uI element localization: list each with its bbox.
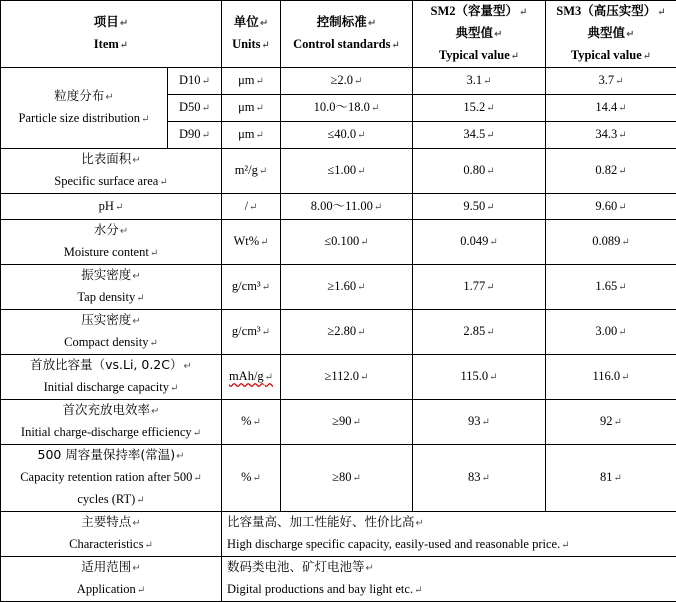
paragraph-mark: ↵ — [132, 316, 140, 327]
property-label-zh: 500 周容量保持率(常温)↵ — [3, 445, 219, 467]
paragraph-mark: ↵ — [202, 130, 210, 141]
property-label-en: Tap density↵ — [3, 287, 219, 309]
standard-cell: 10.0～18.0↵ — [281, 95, 413, 122]
property-label-zh: 首放比容量（vs.Li, 0.2C）↵ — [3, 355, 219, 377]
header-units — [222, 1, 281, 68]
row-capacity-retention — [1, 445, 676, 512]
paragraph-mark: ↵ — [141, 114, 149, 125]
row-ph — [1, 194, 676, 220]
paragraph-mark: ↵ — [494, 29, 502, 40]
paragraph-mark: ↵ — [202, 103, 210, 114]
header-sm2 — [413, 1, 546, 68]
paragraph-mark: ↵ — [352, 417, 360, 428]
paragraph-mark: ↵ — [618, 130, 626, 141]
property-label-en: Application↵ — [3, 579, 219, 601]
header-item-en: Item↵ — [3, 34, 219, 56]
sm2-cell: 0.80↵ — [413, 149, 546, 194]
paragraph-mark: ↵ — [132, 518, 140, 529]
sm2-cell: 83↵ — [413, 445, 546, 512]
unit-cell: Wt%↵ — [222, 220, 281, 265]
header-units-zh: 单位↵ — [224, 12, 278, 34]
paragraph-mark: ↵ — [618, 282, 626, 293]
header-sm2-title: SM2（容量型）↵ — [415, 1, 543, 23]
property-label-en: Compact density↵ — [3, 332, 219, 354]
property-label-en: Capacity retention ration after 500↵ — [3, 467, 219, 489]
paragraph-mark: ↵ — [132, 563, 140, 574]
psd-label — [1, 68, 168, 149]
paragraph-mark: ↵ — [136, 495, 144, 506]
standard-cell: ≥90↵ — [281, 400, 413, 445]
paragraph-mark: ↵ — [354, 76, 362, 87]
row-initial-discharge-capacity — [1, 355, 676, 400]
property-label-zh: 首次充放电效率↵ — [3, 400, 219, 422]
paragraph-mark: ↵ — [262, 282, 270, 293]
property-label — [1, 310, 222, 355]
paragraph-mark: ↵ — [614, 417, 622, 428]
paragraph-mark: ↵ — [262, 40, 270, 51]
characteristics-value — [222, 512, 676, 557]
paragraph-mark: ↵ — [371, 103, 379, 114]
paragraph-mark: ↵ — [483, 76, 491, 87]
paragraph-mark: ↵ — [357, 166, 365, 177]
psd-sub: D50↵ — [168, 95, 222, 122]
sm2-cell: 93↵ — [413, 400, 546, 445]
row-specific-surface-area — [1, 149, 676, 194]
header-item-zh: 项目↵ — [3, 12, 219, 34]
paragraph-mark: ↵ — [615, 76, 623, 87]
sm3-cell: 34.3↵ — [546, 122, 676, 149]
sm3-cell: 9.60↵ — [546, 194, 676, 220]
unit-cell: %↵ — [222, 445, 281, 512]
paragraph-mark: ↵ — [414, 585, 422, 596]
sm3-cell: 116.0↵ — [546, 355, 676, 400]
paragraph-mark: ↵ — [486, 103, 494, 114]
psd-sub: D90↵ — [168, 122, 222, 149]
property-label — [1, 557, 222, 602]
paragraph-mark: ↵ — [136, 293, 144, 304]
characteristics-value-en: High discharge specific capacity, easily-used and reasonable price.↵ — [227, 534, 674, 556]
row-initial-efficiency — [1, 400, 676, 445]
paragraph-mark: ↵ — [357, 130, 365, 141]
header-sm3-typical-zh: 典型值↵ — [548, 23, 674, 45]
row-application — [1, 557, 676, 602]
property-label-en: Specific surface area↵ — [3, 171, 219, 193]
property-label-en: pH↵ — [99, 199, 124, 213]
sm2-cell: 1.77↵ — [413, 265, 546, 310]
property-label — [1, 445, 222, 512]
characteristics-value-zh: 比容量高、加工性能好、性价比高↵ — [227, 512, 674, 534]
paragraph-mark: ↵ — [486, 282, 494, 293]
sm3-cell: 0.82↵ — [546, 149, 676, 194]
property-label-zh: 比表面积↵ — [3, 149, 219, 171]
property-label — [1, 512, 222, 557]
paragraph-mark: ↵ — [132, 155, 140, 166]
property-label-en: Moisture content↵ — [3, 242, 219, 264]
paragraph-mark: ↵ — [260, 18, 268, 29]
header-row — [1, 1, 676, 68]
paragraph-mark: ↵ — [618, 166, 626, 177]
paragraph-mark: ↵ — [105, 92, 113, 103]
paragraph-mark: ↵ — [489, 372, 497, 383]
paragraph-mark: ↵ — [176, 451, 184, 462]
paragraph-mark: ↵ — [360, 237, 368, 248]
paragraph-mark: ↵ — [132, 271, 140, 282]
property-label-en-cont: cycles (RT)↵ — [3, 489, 219, 511]
paragraph-mark: ↵ — [486, 202, 494, 213]
row-characteristics — [1, 512, 676, 557]
paragraph-mark: ↵ — [486, 130, 494, 141]
sm3-cell: 92↵ — [546, 400, 676, 445]
paragraph-mark: ↵ — [193, 473, 201, 484]
psd-sub: D10↵ — [168, 68, 222, 95]
application-value-zh: 数码类电池、矿灯电池等↵ — [227, 557, 674, 579]
property-label-en: Characteristics↵ — [3, 534, 219, 556]
paragraph-mark: ↵ — [262, 327, 270, 338]
unit-cell: μm↵ — [222, 95, 281, 122]
paragraph-mark: ↵ — [614, 473, 622, 484]
standard-cell: ≥112.0↵ — [281, 355, 413, 400]
application-value-en: Digital productions and bay light etc.↵ — [227, 579, 674, 601]
property-label-zh: 适用范围↵ — [3, 557, 219, 579]
paragraph-mark: ↵ — [137, 585, 145, 596]
paragraph-mark: ↵ — [657, 7, 665, 18]
unit-cell: /↵ — [222, 194, 281, 220]
property-label — [1, 149, 222, 194]
paragraph-mark: ↵ — [256, 130, 264, 141]
standard-cell: ≥1.60↵ — [281, 265, 413, 310]
property-label-en: Initial discharge capacity↵ — [3, 377, 219, 399]
sm2-cell: 2.85↵ — [413, 310, 546, 355]
unit-text: mAh/g↵ — [229, 369, 273, 383]
application-value — [222, 557, 676, 602]
header-standard-zh: 控制标准↵ — [283, 12, 410, 34]
sm2-cell: 0.049↵ — [413, 220, 546, 265]
paragraph-mark: ↵ — [486, 327, 494, 338]
property-label-zh: 水分↵ — [3, 220, 219, 242]
unit-cell: g/cm³↵ — [222, 265, 281, 310]
header-sm2-typical-en: Typical value↵ — [415, 45, 543, 67]
paragraph-mark: ↵ — [357, 282, 365, 293]
header-sm3-typical-en: Typical value↵ — [548, 45, 674, 67]
row-tap-density — [1, 265, 676, 310]
property-label — [1, 355, 222, 400]
paragraph-mark: ↵ — [482, 417, 490, 428]
standard-cell: 8.00～11.00↵ — [281, 194, 413, 220]
unit-cell: μm↵ — [222, 68, 281, 95]
paragraph-mark: ↵ — [149, 338, 157, 349]
paragraph-mark: ↵ — [265, 372, 273, 383]
paragraph-mark: ↵ — [202, 76, 210, 87]
paragraph-mark: ↵ — [366, 563, 374, 574]
standard-cell: ≤1.00↵ — [281, 149, 413, 194]
paragraph-mark: ↵ — [643, 51, 651, 62]
property-label — [1, 265, 222, 310]
standard-cell: ≥2.0↵ — [281, 68, 413, 95]
property-label-zh: 主要特点↵ — [3, 512, 219, 534]
paragraph-mark: ↵ — [489, 237, 497, 248]
paragraph-mark: ↵ — [253, 417, 261, 428]
paragraph-mark: ↵ — [486, 166, 494, 177]
paragraph-mark: ↵ — [416, 518, 424, 529]
paragraph-mark: ↵ — [561, 540, 569, 551]
unit-cell: %↵ — [222, 400, 281, 445]
paragraph-mark: ↵ — [368, 18, 376, 29]
sm2-cell: 15.2↵ — [413, 95, 546, 122]
row-compact-density — [1, 310, 676, 355]
paragraph-mark: ↵ — [144, 540, 152, 551]
paragraph-mark: ↵ — [260, 237, 268, 248]
standard-cell: ≥2.80↵ — [281, 310, 413, 355]
sm2-cell: 34.5↵ — [413, 122, 546, 149]
paragraph-mark: ↵ — [621, 237, 629, 248]
paragraph-mark: ↵ — [170, 383, 178, 394]
paragraph-mark: ↵ — [391, 40, 399, 51]
sm3-cell: 1.65↵ — [546, 265, 676, 310]
paragraph-mark: ↵ — [511, 51, 519, 62]
paragraph-mark: ↵ — [159, 177, 167, 188]
sm2-cell: 3.1↵ — [413, 68, 546, 95]
header-item — [1, 1, 222, 68]
paragraph-mark: ↵ — [151, 406, 159, 417]
property-label — [1, 220, 222, 265]
standard-cell: ≥80↵ — [281, 445, 413, 512]
header-sm2-typical-zh: 典型值↵ — [415, 23, 543, 45]
sm3-cell: 14.4↵ — [546, 95, 676, 122]
header-standard-en: Control standards↵ — [283, 34, 410, 56]
unit-cell: g/cm³↵ — [222, 310, 281, 355]
sm3-cell: 0.089↵ — [546, 220, 676, 265]
paragraph-mark: ↵ — [183, 361, 191, 372]
paragraph-mark: ↵ — [482, 473, 490, 484]
paragraph-mark: ↵ — [374, 202, 382, 213]
property-label — [1, 194, 222, 220]
header-units-en: Units↵ — [224, 34, 278, 56]
standard-cell: ≤40.0↵ — [281, 122, 413, 149]
paragraph-mark: ↵ — [626, 29, 634, 40]
header-standard — [281, 1, 413, 68]
standard-cell: ≤0.100↵ — [281, 220, 413, 265]
psd-label-en: Particle size distribution↵ — [3, 108, 165, 130]
psd-label-zh: 粒度分布↵ — [3, 86, 165, 108]
unit-cell — [222, 355, 281, 400]
paragraph-mark: ↵ — [256, 103, 264, 114]
paragraph-mark: ↵ — [259, 166, 267, 177]
sm2-cell: 115.0↵ — [413, 355, 546, 400]
property-label-en: Initial charge-discharge efficiency↵ — [3, 422, 219, 444]
sm3-cell: 81↵ — [546, 445, 676, 512]
paragraph-mark: ↵ — [357, 327, 365, 338]
paragraph-mark: ↵ — [618, 327, 626, 338]
paragraph-mark: ↵ — [618, 202, 626, 213]
header-sm3-title: SM3（高压实型）↵ — [548, 1, 674, 23]
paragraph-mark: ↵ — [618, 103, 626, 114]
paragraph-mark: ↵ — [360, 372, 368, 383]
paragraph-mark: ↵ — [120, 40, 128, 51]
sm3-cell: 3.7↵ — [546, 68, 676, 95]
paragraph-mark: ↵ — [256, 76, 264, 87]
paragraph-mark: ↵ — [253, 473, 261, 484]
paragraph-mark: ↵ — [352, 473, 360, 484]
paragraph-mark: ↵ — [249, 202, 257, 213]
paragraph-mark: ↵ — [120, 18, 128, 29]
paragraph-mark: ↵ — [193, 428, 201, 439]
sm3-cell: 3.00↵ — [546, 310, 676, 355]
paragraph-mark: ↵ — [120, 226, 128, 237]
header-sm3 — [546, 1, 676, 68]
property-label — [1, 400, 222, 445]
paragraph-mark: ↵ — [150, 248, 158, 259]
property-label-zh: 振实密度↵ — [3, 265, 219, 287]
paragraph-mark: ↵ — [519, 7, 527, 18]
row-moisture-content — [1, 220, 676, 265]
unit-cell: μm↵ — [222, 122, 281, 149]
unit-cell: m²/g↵ — [222, 149, 281, 194]
psd-row-d10 — [1, 68, 676, 95]
property-label-zh: 压实密度↵ — [3, 310, 219, 332]
paragraph-mark: ↵ — [115, 202, 123, 213]
paragraph-mark: ↵ — [621, 372, 629, 383]
sm2-cell: 9.50↵ — [413, 194, 546, 220]
